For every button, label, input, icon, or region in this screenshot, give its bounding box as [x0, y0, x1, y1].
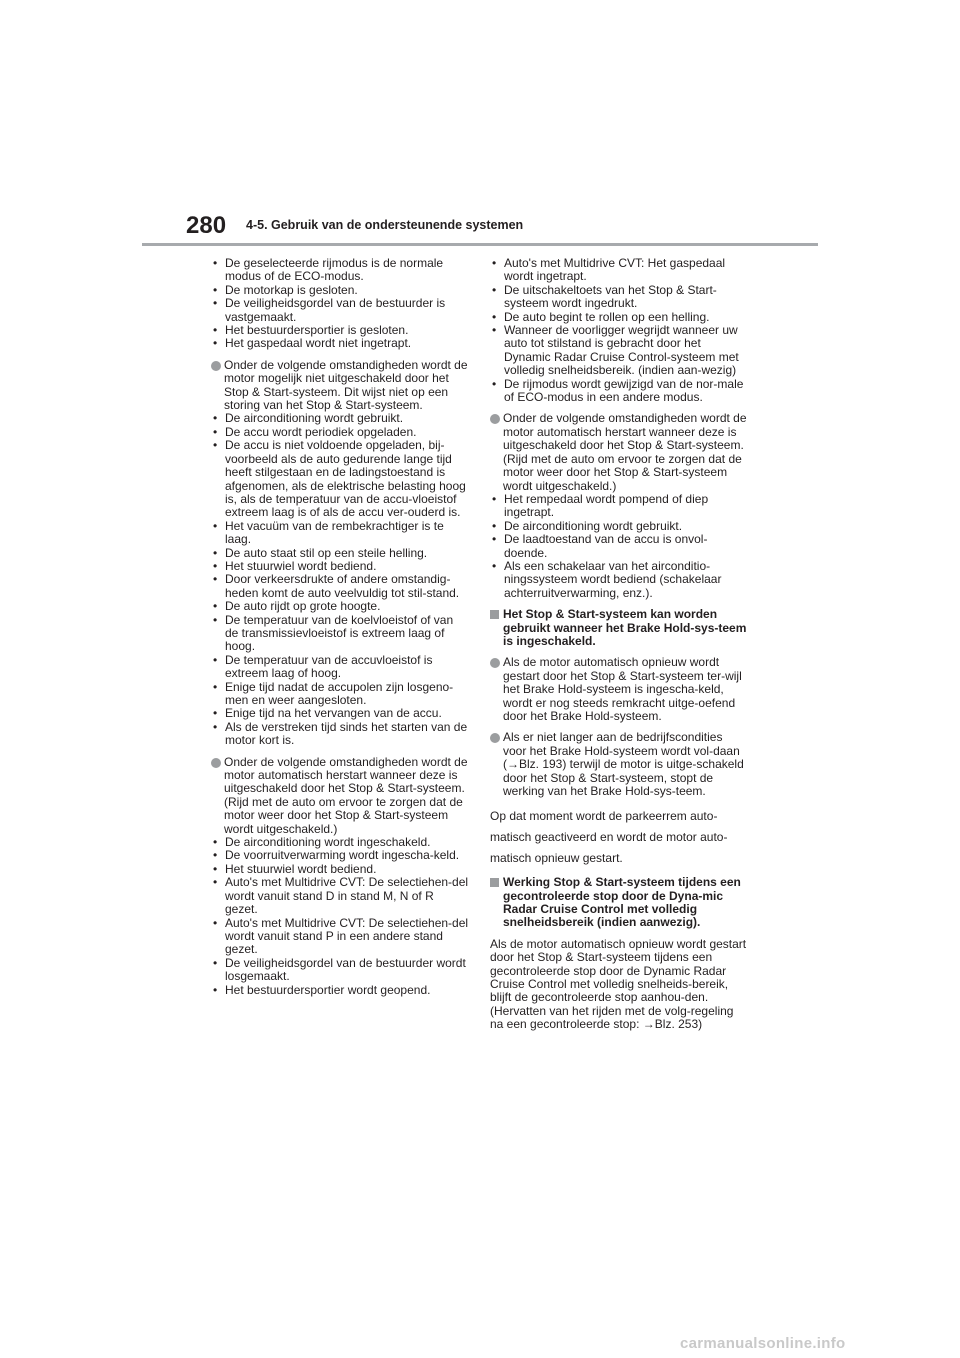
list-item: • De laadtoestand van de accu is onvol-doende. — [490, 533, 748, 560]
list-item: • Het gaspedaal wordt niet ingetrapt. — [211, 337, 469, 350]
list-item: • Het stuurwiel wordt bediend. — [211, 560, 469, 573]
list-item: • Enige tijd nadat de accupolen zijn losgeno-men en weer aangesloten. — [211, 681, 469, 708]
info-paragraph — [490, 731, 748, 798]
list-item: • De accu wordt periodiek opgeladen. — [211, 426, 469, 439]
heading-text: Het Stop & Start-systeem kan worden gebruikt wanneer het Brake Hold-sys-teem is ingeschakeld. — [503, 607, 747, 648]
bullet-list — [490, 493, 748, 600]
list-item: • Het bestuurdersportier is gesloten. — [211, 324, 469, 337]
square-bullet-icon — [490, 610, 499, 619]
circle-bullet-icon — [490, 733, 500, 743]
section-heading — [490, 608, 748, 648]
list-item: • Het stuurwiel wordt bediend. — [211, 863, 469, 876]
info-paragraph — [211, 756, 469, 836]
list-item: • Het bestuurdersportier wordt geopend. — [211, 984, 469, 997]
list-item: • Auto's met Multidrive CVT: Het gaspedaal wordt ingetrapt. — [490, 257, 748, 284]
info-paragraph — [490, 656, 748, 723]
section-title: 4-5. Gebruik van de ondersteunende systemen — [246, 218, 524, 232]
list-item: • De rijmodus wordt gewijzigd van de nor-male of ECO-modus in een andere modus. — [490, 378, 748, 405]
list-item: • De motorkap is gesloten. — [211, 284, 469, 297]
list-item: • Wanneer de voorligger wegrijdt wanneer uw auto tot stilstand is gebracht door het Dynamic Radar Cruise Control-systeem met volledig snelheidsbereik. (indien aan-wezig) — [490, 324, 748, 378]
list-item: • Enige tijd na het vervangen van de accu. — [211, 707, 469, 720]
list-item: • Auto's met Multidrive CVT: De selectiehen-del wordt vanuit stand D in stand M, N of R gezet. — [211, 876, 469, 916]
paragraph-text: Onder de volgende omstandigheden wordt de motor automatisch herstart wanneer deze is uitgeschakeld door het Stop & Start-systeem. (Rijd met de auto om ervoor te zorgen dat de motor weer door het Stop & Start-systeem wordt uitgeschakeld.) — [224, 754, 468, 836]
list-item: • De geselecteerde rijmodus is de normale modus of de ECO-modus. — [211, 257, 469, 284]
list-item: • De airconditioning wordt gebruikt. — [490, 520, 748, 533]
list-item: • Als een schakelaar van het airconditio-ningssysteem wordt bediend (schakelaar achterruitverwarming, enz.). — [490, 560, 748, 600]
paragraph-text: Als de motor automatisch opnieuw wordt gestart door het Stop & Start-systeem ter-wijl het Brake Hold-systeem is ingescha-keld, wordt er nog steeds remkracht uitge-oefend door het Brake Hold-systeem. — [503, 655, 742, 723]
info-paragraph — [211, 359, 469, 413]
list-item: • Door verkeersdrukte of andere omstandig-heden komt de auto veelvuldig tot stil-stand. — [211, 573, 469, 600]
list-item: • De auto begint te rollen op een helling. — [490, 311, 748, 324]
list-item: • De voorruitverwarming wordt ingescha-keld. — [211, 849, 469, 862]
list-item: • De auto staat stil op een steile helling. — [211, 547, 469, 560]
page-number: 280 — [186, 212, 227, 239]
list-item: • De veiligheidsgordel van de bestuurder wordt losgemaakt. — [211, 957, 469, 984]
list-item: • Auto's met Multidrive CVT: De selectiehen-del wordt vanuit stand P in een andere stand gezet. — [211, 917, 469, 957]
circle-bullet-icon — [211, 361, 221, 371]
list-item: • De uitschakeltoets van het Stop & Start-systeem wordt ingedrukt. — [490, 284, 748, 311]
body-paragraph: Als de motor automatisch opnieuw wordt gestart door het Stop & Start-systeem tijdens een gecontroleerde stop door de Dynamic Radar Cruise Control met volledig snelheids-bereik, blijft de gecontroleerde stop aanhou-den. (Hervatten van het rijden met de volg-regeling na een gecontroleerde stop: →Blz. 253) — [490, 936, 747, 1032]
list-item: • De temperatuur van de koelvloeistof of van de transmissievloeistof is extreem laag of hoog. — [211, 614, 469, 654]
list-item: • Het rempedaal wordt pompend of diep ingetrapt. — [490, 493, 748, 520]
bullet-list — [211, 836, 469, 997]
right-column — [490, 257, 748, 1032]
list-item: • Als de verstreken tijd sinds het starten van de motor kort is. — [211, 721, 469, 748]
list-item: • Het vacuüm van de rembekrachtiger is te laag. — [211, 520, 469, 547]
circle-bullet-icon — [490, 658, 500, 668]
list-item: • De airconditioning wordt gebruikt. — [211, 412, 469, 425]
bullet-list — [211, 257, 469, 351]
bullet-list — [211, 412, 469, 747]
header-divider — [142, 243, 818, 246]
circle-bullet-icon — [490, 414, 500, 424]
list-item: • De auto rijdt op grote hoogte. — [211, 600, 469, 613]
paragraph-text: Als er niet langer aan de bedrijfscondities voor het Brake Hold-systeem wordt vol-daan (→Blz. 193) terwijl de motor is uitge-schakeld door het Stop & Start-systeem, stopt de werking van het Brake Hold-sys-teem. — [503, 730, 744, 799]
info-paragraph — [490, 412, 748, 492]
list-item: • De accu is niet voldoende opgeladen, bij-voorbeeld als de auto gedurende lange tijd heeft stilgestaan en de ladingstoestand is afgenomen, als de elektrische belasting hoog is, als de temperatuur van de accu-vloeistof extreem laag is of als de accu ver-ouderd is. — [211, 439, 469, 519]
heading-text: Werking Stop & Start-systeem tijdens een gecontroleerde stop door de Dyna-mic Radar Cruise Control met volledig snelheidsbereik (indien aanwezig). — [503, 875, 741, 930]
list-item: • De veiligheidsgordel van de bestuurder is vastgemaakt. — [211, 297, 469, 324]
left-column — [211, 257, 469, 997]
square-bullet-icon — [490, 878, 499, 887]
body-paragraph: Op dat moment wordt de parkeerrem auto-matisch geactiveerd en wordt de motor auto-matisch opnieuw gestart. — [490, 809, 728, 865]
section-heading — [490, 876, 748, 930]
bullet-list — [490, 257, 748, 404]
list-item: • De temperatuur van de accuvloeistof is extreem laag of hoog. — [211, 654, 469, 681]
paragraph-text: Onder de volgende omstandigheden wordt de motor mogelijk niet uitgeschakeld door het Stop & Start-systeem. Dit wijst niet op een storing van het Stop & Start-systeem. — [224, 357, 468, 413]
circle-bullet-icon — [211, 758, 221, 768]
paragraph-text: Onder de volgende omstandigheden wordt de motor automatisch herstart wanneer deze is uitgeschakeld door het Stop & Start-systeem. (Rijd met de auto om ervoor te zorgen dat de motor weer door het Stop & Start-systeem wordt uitgeschakeld.) — [503, 411, 747, 493]
watermark: carmanualsonline.info — [680, 1335, 846, 1352]
list-item: • De airconditioning wordt ingeschakeld. — [211, 836, 469, 849]
